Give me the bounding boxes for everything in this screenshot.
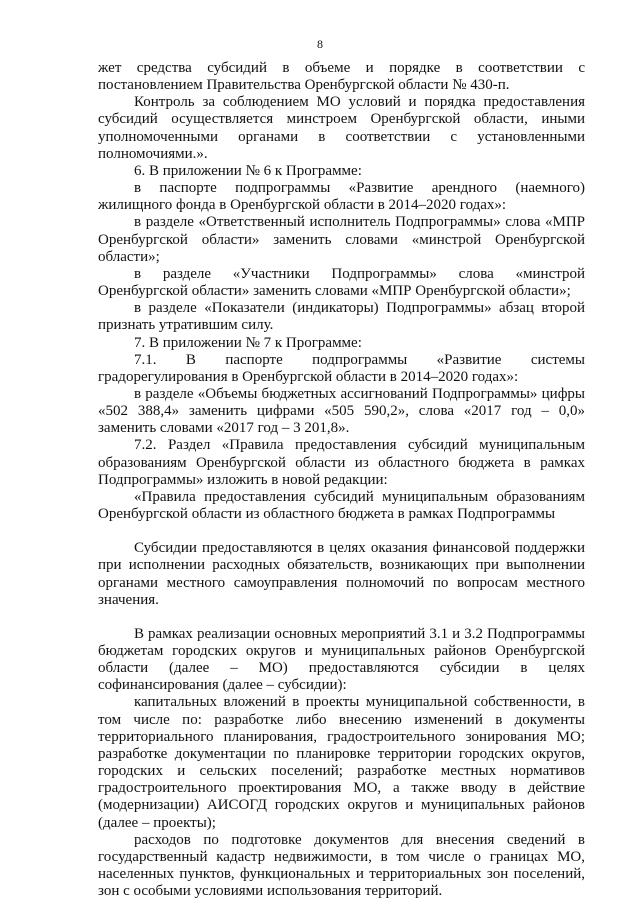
paragraph-7: в разделе «Показатели (индикаторы) Подпрограммы» абзац второй признать утратившим силу. [98, 300, 585, 334]
paragraph-5: в разделе «Ответственный исполнитель Подпрограммы» слова «МПР Оренбургской области» заменить словами «минстрой Оренбургской области»; [98, 214, 585, 265]
paragraph-2: Контроль за соблюдением МО условий и порядка предоставления субсидий осуществляется минстроем Оренбургской области, иными уполномоченными органами в соответствии с установленными полномочиями.». [98, 94, 585, 162]
paragraph-16: расходов по подготовке документов для внесения сведений в государственный кадастр недвижимости, в том числе о границах МО, населенных пунктов, функциональных и территориальных зон поселений, зон с особыми условиями использования территорий. [98, 831, 585, 900]
page-number: 8 [317, 37, 323, 51]
paragraph-3: 6. В приложении № 6 к Программе: [134, 162, 362, 179]
paragraph-14: В рамках реализации основных мероприятий 3.1 и 3.2 Подпрограммы бюджетам городских округов и муниципальных районов Оренбургской области (далее – МО) предоставляются субсидии в целях софинансирования (далее – субсидии): [98, 625, 585, 694]
paragraph-6: в разделе «Участники Подпрограммы» слова «минстрой Оренбургской области» заменить словами «МПР Оренбургской области»; [98, 265, 585, 300]
paragraph-1: жет средства субсидий в объеме и порядке в соответствии с постановлением Правительства Оренбургской области № 430-п. [98, 60, 585, 94]
paragraph-15: капитальных вложений в проекты муниципальной собственности, в том числе по: разработке либо внесению изменений в документы территориального планирования, градостроительного зонирования МО; разработке документации по планировке территории городских округов, городских и сельских поселений; разработке местных нормативов градостроительного проектирования МО, а также вводу в действие (модернизации) АИСОГД городских округов и муниципальных районов (далее – проекты); [98, 694, 585, 831]
paragraph-4: в паспорте подпрограммы «Развитие арендного (наемного) жилищного фонда в Оренбургской области в 2014–2020 годах»: [98, 180, 585, 214]
paragraph-11: 7.2. Раздел «Правила предоставления субсидий муниципальным образованиям Оренбургской области из областного бюджета в рамках Подпрограммы» изложить в новой редакции: [98, 437, 585, 488]
paragraph-10: в разделе «Объемы бюджетных ассигнований Подпрограммы» цифры «502 388,4» заменить цифрами «505 590,2», слова «2017 год – 0,0» заменить словами «2017 год – 3 201,8». [98, 385, 585, 437]
paragraph-9: 7.1. В паспорте подпрограммы «Развитие системы градорегулирования в Оренбургской области в 2014–2020 годах»: [98, 351, 585, 385]
paragraph-12: «Правила предоставления субсидий муниципальным образованиям Оренбургской области из областного бюджета в рамках Подпрограммы [98, 488, 585, 523]
paragraph-13: Субсидии предоставляются в целях оказания финансовой поддержки при исполнении расходных обязательств, возникающих при выполнении органами местного самоуправления полномочий по вопросам местного значения. [98, 540, 585, 608]
document-body [98, 60, 585, 900]
paragraph-8: 7. В приложении № 7 к Программе: [134, 334, 362, 351]
